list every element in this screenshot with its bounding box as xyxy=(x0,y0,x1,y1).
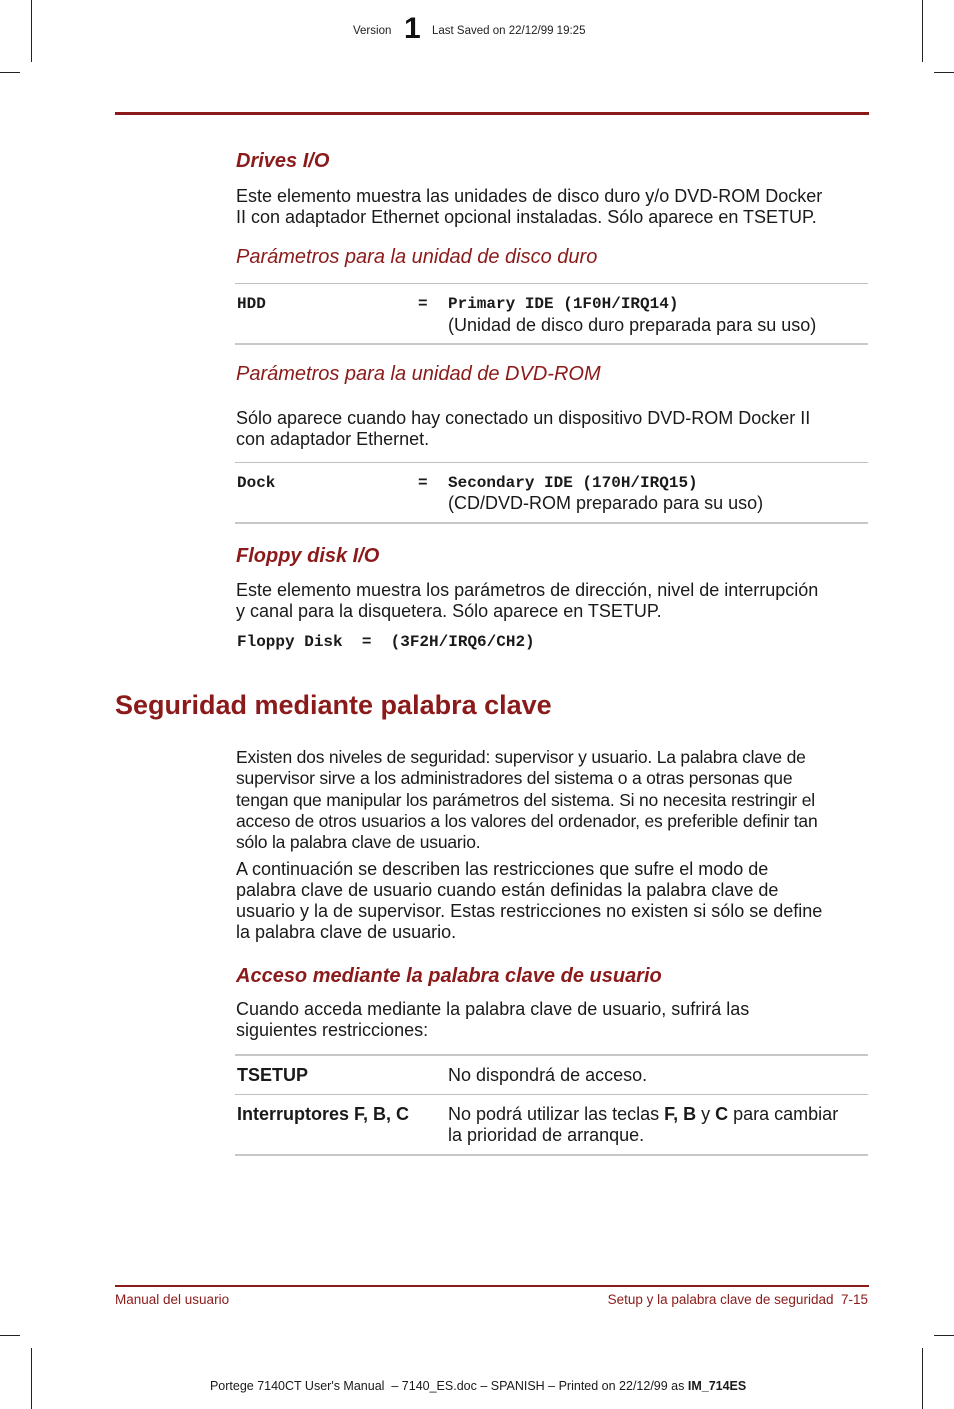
hdd-note: (Unidad de disco duro preparada para su uso) xyxy=(448,315,817,335)
drives-io-heading: Drives I/O xyxy=(236,150,330,172)
table-rule xyxy=(235,1094,868,1095)
crop-mark xyxy=(31,0,32,62)
table-rule xyxy=(235,283,868,284)
tsetup-key: TSETUP xyxy=(237,1065,309,1085)
table-rule xyxy=(235,462,868,463)
drives-io-description: Este elemento muestra las unidades de disco duro y/o DVD-ROM Docker II con adaptador Ethernet opcional instaladas. Sólo aparece en TSETUP. xyxy=(236,186,823,227)
floppy-io-description: Este elemento muestra los parámetros de dirección, nivel de interrupción y canal para la disquetera. Sólo aparece en TSETUP. xyxy=(236,580,819,621)
hdd-subheading: Parámetros para la unidad de disco duro xyxy=(236,246,598,268)
table-rule xyxy=(235,343,868,345)
crop-mark xyxy=(0,1335,20,1336)
crop-mark xyxy=(922,1348,923,1409)
header-rule xyxy=(115,112,869,115)
dvd-subheading: Parámetros para la unidad de DVD-ROM xyxy=(236,363,601,385)
dock-value: Secondary IDE (170H/IRQ15) xyxy=(448,474,698,492)
crop-mark xyxy=(934,72,954,73)
print-info: Portege 7140CT User's Manual – 7140_ES.doc – SPANISH – Printed on 22/12/99 as IM_714ES xyxy=(209,1379,747,1393)
dock-equals: = xyxy=(418,474,428,492)
floppy-code-line: Floppy Disk = (3F2H/IRQ6/CH2) xyxy=(237,633,535,651)
security-paragraph-1: Existen dos niveles de seguridad: supervisor y usuario. La palabra clave de supervisor sirve a los administradores del sistema o a otras personas que tengan que manipular los parámetros del sistema. Si no necesita restringir el acceso de otros usuarios a los valores del ordenador, es preferible definir tan sólo la palabra clave de usuario. xyxy=(236,747,818,853)
switches-value: No podrá utilizar las teclas F, B y C para cambiar la prioridad de arranque. xyxy=(448,1104,839,1145)
last-saved: Last Saved on 22/12/99 19:25 xyxy=(432,25,586,37)
table-rule xyxy=(235,1154,868,1156)
dock-key: Dock xyxy=(237,474,276,492)
version-label: Version xyxy=(353,25,392,37)
footer-right: Setup y la palabra clave de seguridad 7-15 xyxy=(607,1292,868,1307)
dvd-description: Sólo aparece cuando hay conectado un dispositivo DVD-ROM Docker II con adaptador Ethernet. xyxy=(236,408,811,449)
hdd-key: HDD xyxy=(237,295,266,313)
crop-mark xyxy=(922,0,923,62)
table-rule xyxy=(235,1054,868,1056)
access-description: Cuando acceda mediante la palabra clave de usuario, sufrirá las siguientes restricciones: xyxy=(236,999,750,1040)
hdd-equals: = xyxy=(418,295,428,313)
footer-rule xyxy=(115,1285,869,1287)
crop-mark xyxy=(0,72,20,73)
version-number: 1 xyxy=(404,12,421,45)
floppy-io-heading: Floppy disk I/O xyxy=(236,545,380,567)
crop-mark xyxy=(31,1348,32,1409)
switches-key: Interruptores F, B, C xyxy=(237,1104,410,1124)
tsetup-value: No dispondrá de acceso. xyxy=(448,1065,648,1085)
footer-left: Manual del usuario xyxy=(115,1292,230,1307)
access-heading: Acceso mediante la palabra clave de usuario xyxy=(236,965,662,987)
security-paragraph-2: A continuación se describen las restricciones que sufre el modo de palabra clave de usuario cuando están definidas la palabra clave de usuario y la de supervisor. Estas restricciones no existen si sólo se define la palabra clave de usuario. xyxy=(236,859,823,942)
crop-mark xyxy=(934,1335,954,1336)
hdd-value: Primary IDE (1F0H/IRQ14) xyxy=(448,295,679,313)
table-rule xyxy=(235,522,868,524)
dock-note: (CD/DVD-ROM preparado para su uso) xyxy=(448,493,764,513)
security-heading: Seguridad mediante palabra clave xyxy=(115,690,552,720)
